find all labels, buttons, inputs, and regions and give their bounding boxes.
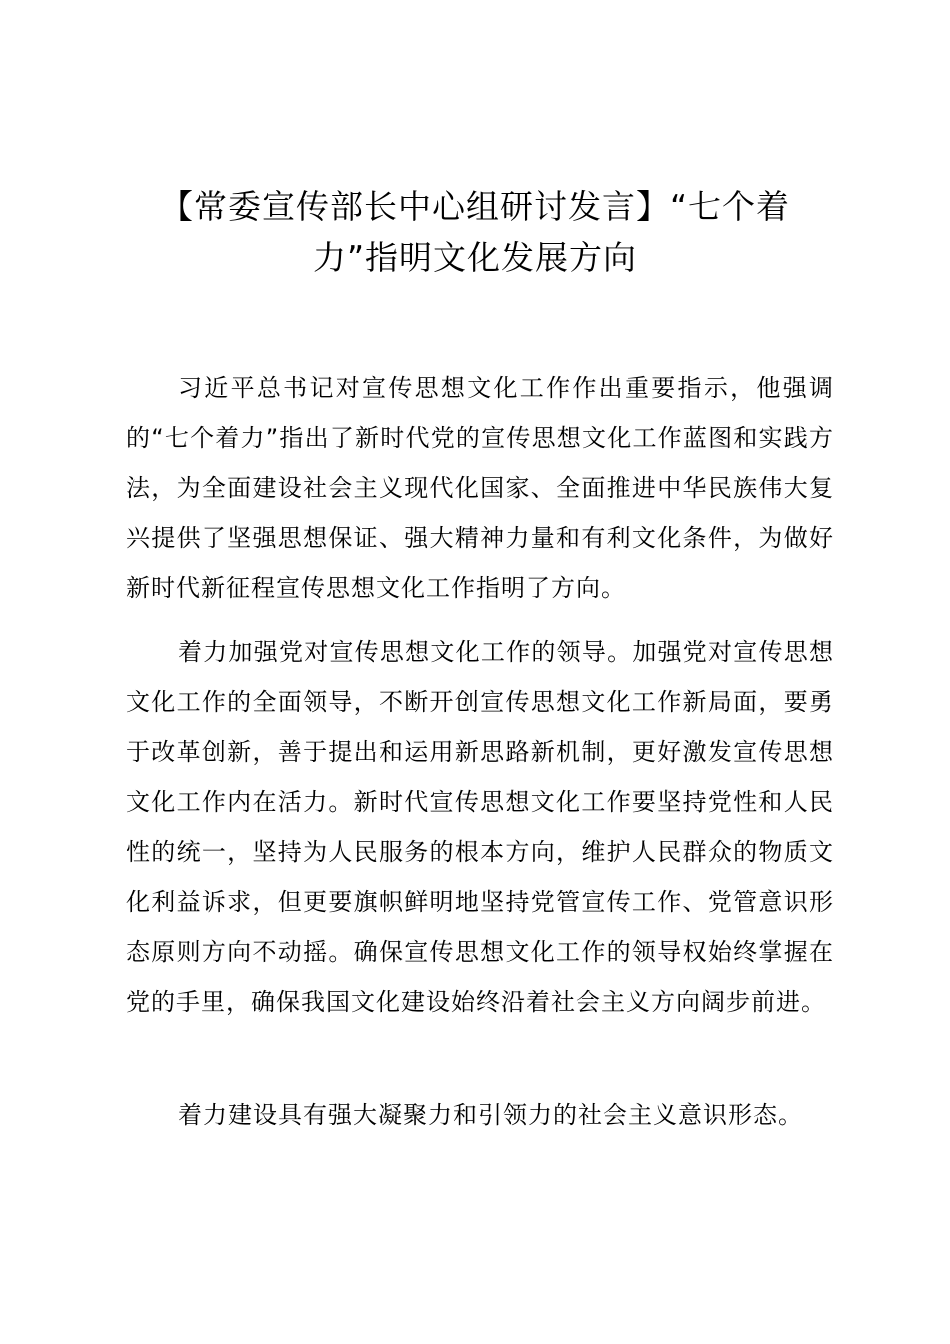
document-title (125, 181, 825, 283)
paragraph-1: 习近平总书记对宣传思想文化工作作出重要指示，他强调的“七个着力”指出了新时代党的宣传思想文化工作蓝图和实践方法，为全面建设社会主义现代化国家、全面推进中华民族伟大复兴提供了坚强思想保证、强大精神力量和有利文化条件，为做好新时代新征程宣传思想文化工作指明了方向。 (126, 374, 834, 602)
title-line-1: 【常委宣传部长中心组研讨发言】“七个着 (159, 187, 791, 226)
paragraph-3: 着力建设具有强大凝聚力和引领力的社会主义意识形态。 (178, 1101, 803, 1129)
paragraph-2: 着力加强党对宣传思想文化工作的领导。加强党对宣传思想文化工作的全面领导，不断开创宣传思想文化工作新局面，要勇于改革创新，善于提出和运用新思路新机制，更好激发宣传思想文化工作内在活力。新时代宣传思想文化工作要坚持党性和人民性的统一，坚持为人民服务的根本方向，维护人民群众的物质文化利益诉求，但更要旗帜鲜明地坚持党管宣传工作、党管意识形态原则方向不动摇。确保宣传思想文化工作的领导权始终掌握在党的手里，确保我国文化建设始终沿着社会主义方向阔步前进。 (126, 638, 834, 1016)
title-line-2: 力”指明文化发展方向 (312, 238, 638, 277)
